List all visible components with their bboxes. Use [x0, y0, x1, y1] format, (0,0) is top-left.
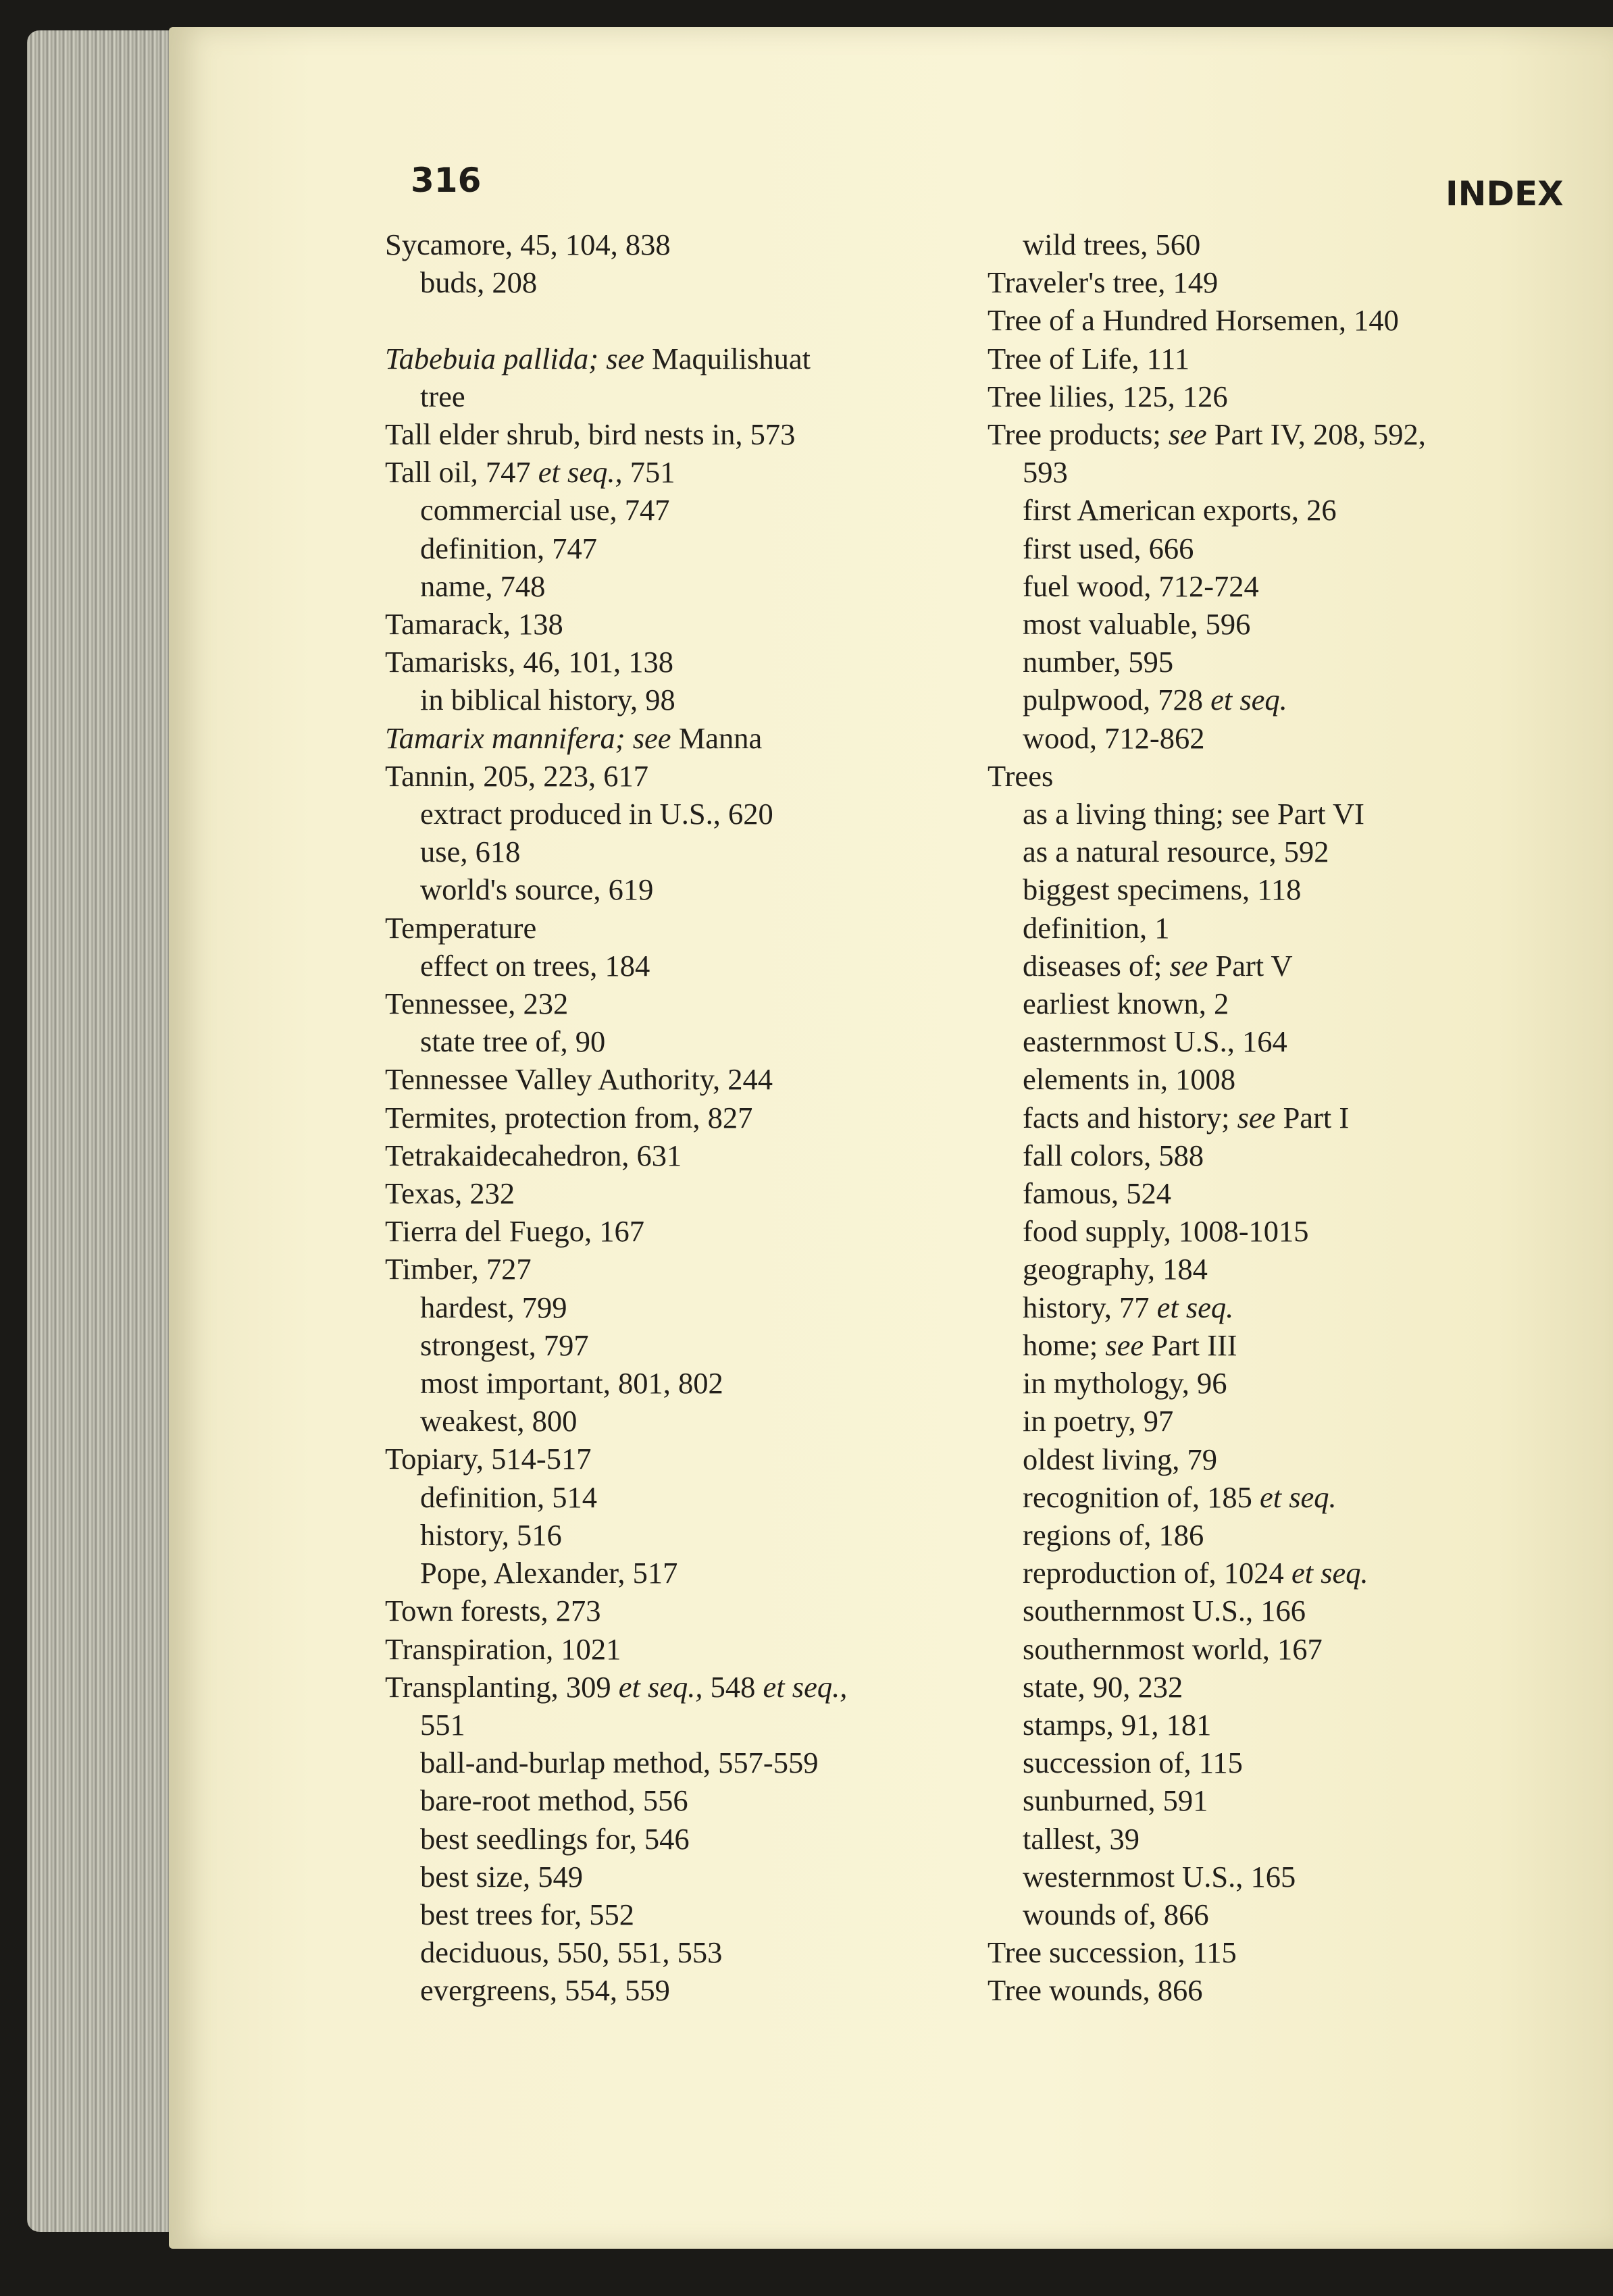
index-subentry: in biblical history, 98: [420, 683, 675, 717]
index-entry: Tall oil, 747 et seq., 751: [385, 455, 675, 490]
index-entry: Termites, protection from, 827: [385, 1100, 753, 1134]
index-entry: Tamarack, 138: [385, 607, 563, 642]
index-subentry: commercial use, 747: [420, 493, 670, 527]
index-subentry: recognition of, 185 et seq.: [1023, 1480, 1337, 1514]
index-subentry: bare-root method, 556: [420, 1783, 688, 1818]
index-column-right: [988, 226, 1582, 2010]
index-subentry: 551: [420, 1707, 465, 1742]
index-entry: Traveler's tree, 149: [988, 265, 1219, 300]
index-subentry: oldest living, 79: [1023, 1442, 1218, 1476]
page-number: 316: [411, 161, 482, 200]
index-subentry: use, 618: [420, 835, 521, 869]
index-subentry: as a natural resource, 592: [1023, 835, 1329, 869]
index-subentry: best trees for, 552: [420, 1897, 635, 1931]
index-subentry: in poetry, 97: [1023, 1404, 1174, 1438]
index-subentry: southernmost U.S., 166: [1023, 1594, 1306, 1628]
index-subentry: regions of, 186: [1023, 1517, 1204, 1552]
index-subentry: earliest known, 2: [1023, 987, 1229, 1021]
index-subentry: deciduous, 550, 551, 553: [420, 1935, 723, 1970]
index-subentry: first used, 666: [1023, 531, 1194, 565]
index-subentry: extract produced in U.S., 620: [420, 797, 773, 831]
index-subentry: fuel wood, 712-724: [1023, 569, 1259, 603]
index-subentry: home; see Part III: [1023, 1328, 1237, 1362]
index-spacer: [385, 301, 959, 339]
index-entry: Texas, 232: [385, 1176, 515, 1211]
index-subentry: state tree of, 90: [420, 1024, 606, 1059]
index-subentry: history, 77 et seq.: [1023, 1290, 1234, 1324]
index-subentry: in mythology, 96: [1023, 1366, 1227, 1401]
index-entry: Tree wounds, 866: [988, 1973, 1203, 2008]
index-subentry: diseases of; see Part V: [1023, 948, 1293, 983]
index-subentry: ball-and-burlap method, 557-559: [420, 1746, 819, 1780]
index-entry: Transpiration, 1021: [385, 1632, 621, 1666]
index-entry: Trees: [988, 758, 1054, 793]
index-entry: Tetrakaidecahedron, 631: [385, 1138, 682, 1172]
index-subentry: tallest, 39: [1023, 1821, 1140, 1856]
index-subentry: sunburned, 591: [1023, 1783, 1208, 1818]
index-subentry: easternmost U.S., 164: [1023, 1024, 1287, 1059]
index-entry: Tree of Life, 111: [988, 341, 1190, 375]
index-subentry: weakest, 800: [420, 1404, 578, 1438]
index-subentry: wild trees, 560: [1023, 228, 1201, 261]
index-subentry: most valuable, 596: [1023, 607, 1251, 642]
index-subentry: famous, 524: [1023, 1176, 1172, 1211]
index-subentry: first American exports, 26: [1023, 493, 1337, 527]
index-entry: Tamarisks, 46, 101, 138: [385, 645, 674, 679]
index-subentry: geography, 184: [1023, 1252, 1208, 1286]
index-subentry: westernmost U.S., 165: [1023, 1859, 1296, 1894]
index-subentry: wood, 712-862: [1023, 721, 1205, 755]
index-entry: Tree succession, 115: [988, 1935, 1237, 1970]
index-subentry: southernmost world, 167: [1023, 1632, 1323, 1666]
index-subentry: pulpwood, 728 et seq.: [1023, 683, 1287, 717]
index-entry: Tabebuia pallida; see Maquilishuat: [385, 341, 811, 375]
index-subentry: definition, 514: [420, 1480, 598, 1514]
index-entry: Temperature: [385, 910, 537, 945]
index-entry: Tree products; see Part IV, 208, 592,: [988, 417, 1426, 452]
index-entry: Topiary, 514-517: [385, 1442, 592, 1476]
index-column-left: [385, 226, 959, 2010]
index-subentry: food supply, 1008-1015: [1023, 1214, 1309, 1249]
index-entry: Tennessee Valley Authority, 244: [385, 1062, 773, 1097]
index-entry: Tree of a Hundred Horsemen, 140: [988, 303, 1399, 338]
index-subentry: facts and history; see Part I: [1023, 1100, 1350, 1134]
index-entry: Tree lilies, 125, 126: [988, 379, 1228, 413]
index-subentry: definition, 1: [1023, 910, 1170, 945]
index-entry: Transplanting, 309 et seq., 548 et seq.,: [385, 1669, 848, 1704]
index-subentry: elements in, 1008: [1023, 1062, 1236, 1097]
index-subentry: best seedlings for, 546: [420, 1821, 690, 1856]
index-subentry: evergreens, 554, 559: [420, 1973, 670, 2008]
index-entry: Tierra del Fuego, 167: [385, 1214, 644, 1249]
index-subentry: as a living thing; see Part VI: [1023, 797, 1364, 831]
index-subentry: reproduction of, 1024 et seq.: [1023, 1556, 1368, 1590]
index-subentry: biggest specimens, 118: [1023, 872, 1302, 907]
index-subentry: hardest, 799: [420, 1290, 567, 1324]
index-subentry: buds, 208: [420, 265, 538, 300]
index-subentry: Pope, Alexander, 517: [420, 1556, 678, 1590]
index-entry: Tall elder shrub, bird nests in, 573: [385, 417, 796, 451]
index-entry: Sycamore, 45, 104, 838: [385, 228, 671, 261]
index-subentry: stamps, 91, 181: [1023, 1707, 1212, 1742]
index-subentry: most important, 801, 802: [420, 1366, 723, 1401]
index-subentry: effect on trees, 184: [420, 948, 650, 983]
index-subentry: fall colors, 588: [1023, 1138, 1204, 1172]
index-subentry: strongest, 797: [420, 1328, 589, 1362]
index-entry: Tannin, 205, 223, 617: [385, 758, 648, 793]
section-title: INDEX: [1445, 174, 1564, 213]
index-entry: Tamarix mannifera; see Manna: [385, 721, 763, 755]
index-subentry: number, 595: [1023, 645, 1174, 679]
index-subentry: succession of, 115: [1023, 1746, 1243, 1780]
index-subentry: definition, 747: [420, 531, 598, 565]
index-entry: Town forests, 273: [385, 1594, 601, 1628]
index-entry: Timber, 727: [385, 1252, 532, 1286]
index-subentry: state, 90, 232: [1023, 1669, 1183, 1704]
index-subentry: 593: [1023, 455, 1068, 490]
index-subentry: wounds of, 866: [1023, 1897, 1209, 1931]
index-subentry: tree: [420, 379, 465, 413]
index-subentry: world's source, 619: [420, 872, 654, 907]
index-entry: Tennessee, 232: [385, 987, 569, 1021]
index-subentry: name, 748: [420, 569, 546, 603]
index-subentry: history, 516: [420, 1517, 562, 1552]
index-subentry: best size, 549: [420, 1859, 583, 1894]
